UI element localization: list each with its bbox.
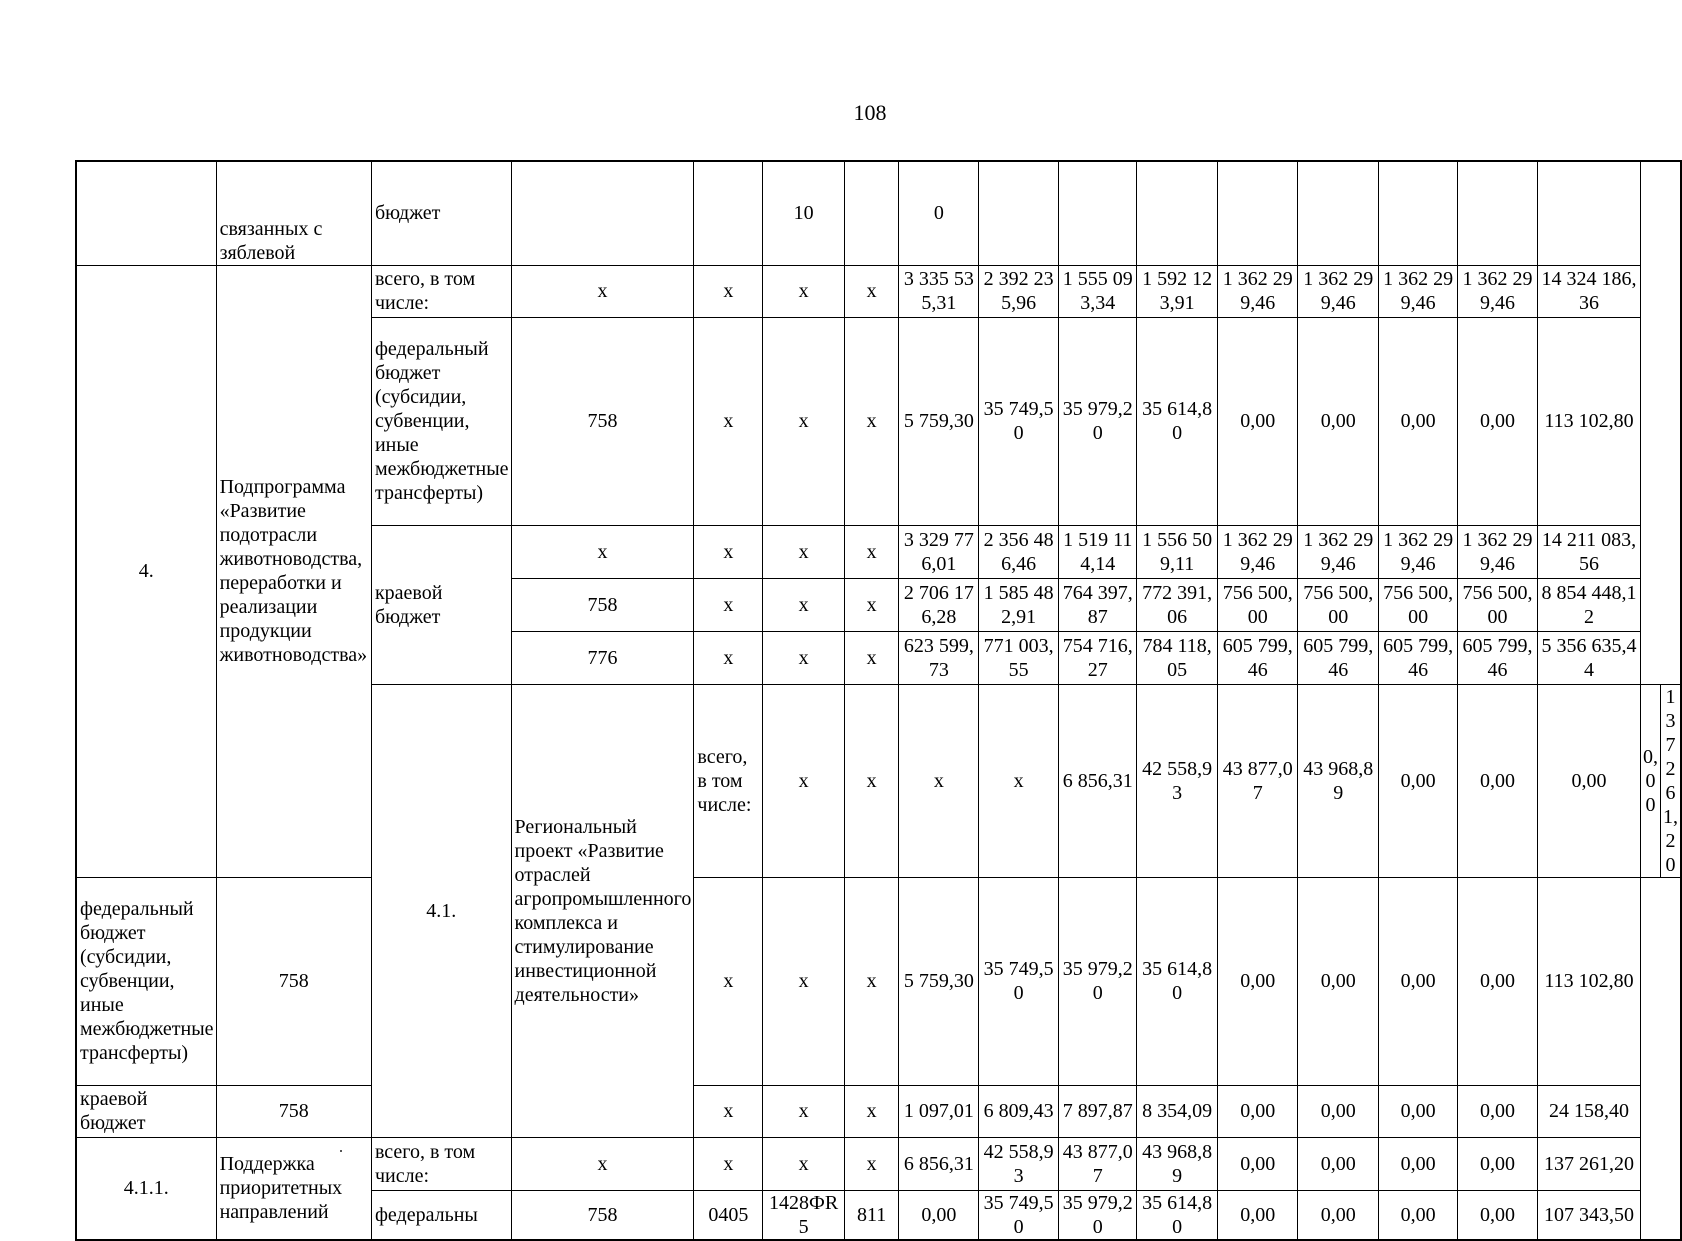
grbs-cell: 776	[511, 631, 694, 684]
vr-cell	[844, 161, 899, 265]
value-cell: 0,00	[1379, 1190, 1458, 1240]
rzpr-cell	[694, 161, 763, 265]
vr-cell: x	[844, 525, 899, 578]
value-cell: 1 362 299,46	[1458, 525, 1538, 578]
row-number-cell	[76, 161, 216, 265]
value-cell: 1 362 299,46	[1298, 525, 1379, 578]
vr-cell: x	[844, 1085, 899, 1137]
value-cell	[1217, 161, 1298, 265]
value-cell: 754 716,27	[1059, 631, 1137, 684]
value-cell: 43 877,07	[1059, 1137, 1137, 1190]
value-cell: 0,00	[1298, 1085, 1379, 1137]
grbs-cell: x	[511, 1137, 694, 1190]
value-cell: 5 759,30	[899, 317, 979, 525]
grbs-cell: x	[763, 684, 845, 877]
total-cell: 113 102,80	[1537, 317, 1640, 525]
value-cell: 771 003,55	[979, 631, 1059, 684]
value-cell: 605 799,46	[1217, 631, 1298, 684]
value-cell: 35 979,20	[1059, 1190, 1137, 1240]
total-cell: 137 261,20	[1537, 1137, 1640, 1190]
value-cell: 0,00	[1379, 1085, 1458, 1137]
value-cell: 623 599,73	[899, 631, 979, 684]
total-cell: 5 356 635,44	[1537, 631, 1640, 684]
table-row	[76, 1085, 1681, 1137]
measure-name-cell: Подпрограмма «Развитие подотрасли животноводства, переработки и реализации продукции животноводства»	[216, 265, 371, 877]
rzpr-cell: x	[694, 1085, 763, 1137]
value-cell: 0,00	[1458, 1137, 1538, 1190]
value-cell: 6 856,31	[899, 1137, 979, 1190]
value-cell: 1 519 114,14	[1059, 525, 1137, 578]
total-cell: 14 324 186,36	[1537, 265, 1640, 317]
row-number-cell: 4.1.1.	[76, 1137, 216, 1240]
value-cell: 0,00	[1217, 1085, 1298, 1137]
value-cell: 0,00	[1298, 1137, 1379, 1190]
value-cell: 1 556 509,11	[1137, 525, 1218, 578]
vr-cell: x	[844, 265, 899, 317]
value-cell: 2 706 176,28	[899, 578, 979, 631]
csr-cell: x	[763, 1085, 845, 1137]
value-cell: 0,00	[1458, 1085, 1538, 1137]
value-cell: 7 897,87	[1059, 1085, 1137, 1137]
value-cell: 0,00	[1379, 684, 1458, 877]
value-cell: 756 500,00	[1217, 578, 1298, 631]
value-cell: 35 614,80	[1137, 317, 1218, 525]
csr-cell: x	[763, 265, 845, 317]
value-cell: 764 397,87	[1059, 578, 1137, 631]
value-cell: 605 799,46	[1458, 631, 1538, 684]
budget-table	[75, 160, 1682, 1241]
source-cell: всего, в том числе:	[371, 265, 511, 317]
value-cell: 0,00	[1458, 684, 1538, 877]
value-cell: 3 329 776,01	[899, 525, 979, 578]
source-cell: федеральный бюджет (субсидии, субвенции, иные межбюджетные трансферты)	[371, 317, 511, 525]
vr-cell: x	[844, 1137, 899, 1190]
grbs-cell: 758	[216, 1085, 371, 1137]
grbs-cell: 758	[511, 317, 694, 525]
vr-cell: x	[844, 317, 899, 525]
scan-speck	[340, 1150, 342, 1152]
value-cell: 1 362 299,46	[1217, 265, 1298, 317]
vr-cell: 811	[844, 1190, 899, 1240]
grbs-cell: 758	[511, 578, 694, 631]
vr-cell: x	[844, 578, 899, 631]
value-cell: 0,00	[1537, 684, 1640, 877]
row-number-cell: 4.1.	[371, 684, 511, 1137]
value-cell: 42 558,93	[1137, 684, 1218, 877]
rzpr-cell: 0405	[694, 1190, 763, 1240]
csr-cell: 1428ФR5	[763, 1190, 845, 1240]
value-cell: 0,00	[1458, 877, 1538, 1085]
csr-cell: x	[899, 684, 979, 877]
source-cell: федеральный бюджет (субсидии, субвенции, иные межбюджетные трансферты)	[76, 877, 216, 1085]
value-cell: 6 856,31	[1059, 684, 1137, 877]
rzpr-cell: x	[694, 525, 763, 578]
value-cell: 1 097,01	[899, 1085, 979, 1137]
value-cell: 1 592 123,91	[1137, 265, 1218, 317]
value-cell: 1 362 299,46	[1379, 265, 1458, 317]
value-cell: 1 362 299,46	[1217, 525, 1298, 578]
table-row	[76, 161, 1681, 265]
value-cell: 0,00	[1458, 317, 1538, 525]
value-cell: 756 500,00	[1379, 578, 1458, 631]
value-cell: 1 362 299,46	[1458, 265, 1538, 317]
csr-cell: x	[763, 877, 845, 1085]
value-cell: 35 749,50	[979, 317, 1059, 525]
value-cell	[979, 161, 1059, 265]
total-cell: 113 102,80	[1537, 877, 1640, 1085]
csr-cell: x	[763, 317, 845, 525]
rzpr-cell: x	[694, 1137, 763, 1190]
value-cell: 35 749,50	[979, 877, 1059, 1085]
grbs-cell	[511, 161, 694, 265]
csr-cell: x	[763, 525, 845, 578]
measure-name-cell: Региональный проект «Развитие отраслей агропромышленного комплекса и стимулирование инвестиционной деятельности»	[511, 684, 694, 1137]
value-cell: 1 362 299,46	[1298, 265, 1379, 317]
value-cell: 0,00	[1641, 684, 1661, 877]
value-cell	[1059, 161, 1137, 265]
value-cell: 2 356 486,46	[979, 525, 1059, 578]
value-cell	[1379, 161, 1458, 265]
value-cell: 0	[899, 161, 979, 265]
total-cell	[1537, 161, 1640, 265]
csr-cell: x	[763, 631, 845, 684]
grbs-cell: x	[511, 525, 694, 578]
measure-name-cell: связанных с зяблевой	[216, 161, 371, 265]
page-number: 108	[853, 100, 887, 125]
value-cell: 0,00	[1217, 1137, 1298, 1190]
value-cell: 43 968,89	[1298, 684, 1379, 877]
total-cell: 107 343,50	[1537, 1190, 1640, 1240]
grbs-cell: 758	[511, 1190, 694, 1240]
source-cell: всего, в том числе:	[371, 1137, 511, 1190]
value-cell: 35 614,80	[1137, 877, 1218, 1085]
value-cell: 0,00	[1379, 877, 1458, 1085]
total-cell: 24 158,40	[1537, 1085, 1640, 1137]
value-cell	[1298, 161, 1379, 265]
value-cell: 35 749,50	[979, 1190, 1059, 1240]
value-cell: 0,00	[1217, 877, 1298, 1085]
value-cell	[1137, 161, 1218, 265]
csr-cell: x	[763, 578, 845, 631]
csr-cell: x	[763, 1137, 845, 1190]
value-cell: 3 335 535,31	[899, 265, 979, 317]
value-cell: 1 555 093,34	[1059, 265, 1137, 317]
value-cell: 784 118,05	[1137, 631, 1218, 684]
source-cell: краевой бюджет	[76, 1085, 216, 1137]
value-cell: 0,00	[1298, 317, 1379, 525]
value-cell: 43 968,89	[1137, 1137, 1218, 1190]
rzpr-cell: x	[694, 578, 763, 631]
value-cell: 0,00	[1379, 1137, 1458, 1190]
table-row	[76, 1137, 1681, 1190]
value-cell: 0,00	[1298, 1190, 1379, 1240]
vr-cell: x	[844, 877, 899, 1085]
value-cell	[1458, 161, 1538, 265]
value-cell: 1 362 299,46	[1379, 525, 1458, 578]
source-cell: федеральны	[371, 1190, 511, 1240]
value-cell: 43 877,07	[1217, 684, 1298, 877]
row-number-cell: 4.	[76, 265, 216, 877]
value-cell: 1 585 482,91	[979, 578, 1059, 631]
rzpr-cell: x	[694, 631, 763, 684]
total-cell: 137 261,20	[1661, 684, 1682, 877]
rzpr-cell: x	[694, 265, 763, 317]
value-cell: 5 759,30	[899, 877, 979, 1085]
value-cell: 8 354,09	[1137, 1085, 1218, 1137]
value-cell: 756 500,00	[1298, 578, 1379, 631]
rzpr-cell: x	[844, 684, 899, 877]
value-cell: 35 614,80	[1137, 1190, 1218, 1240]
value-cell: 756 500,00	[1458, 578, 1538, 631]
source-cell: краевой бюджет	[371, 525, 511, 684]
value-cell: 605 799,46	[1379, 631, 1458, 684]
value-cell: 35 979,20	[1059, 317, 1137, 525]
grbs-cell: 758	[216, 877, 371, 1085]
value-cell: 0,00	[1217, 1190, 1298, 1240]
rzpr-cell: x	[694, 317, 763, 525]
value-cell: 0,00	[1458, 1190, 1538, 1240]
total-cell: 8 854 448,12	[1537, 578, 1640, 631]
value-cell: 2 392 235,96	[979, 265, 1059, 317]
csr-cell: 10	[763, 161, 845, 265]
value-cell: 605 799,46	[1298, 631, 1379, 684]
source-cell: бюджет	[371, 161, 511, 265]
table-row	[76, 265, 1681, 317]
rzpr-cell: x	[694, 877, 763, 1085]
grbs-cell: x	[511, 265, 694, 317]
value-cell: 0,00	[1217, 317, 1298, 525]
value-cell: 6 809,43	[979, 1085, 1059, 1137]
value-cell: 0,00	[1298, 877, 1379, 1085]
value-cell: 0,00	[1379, 317, 1458, 525]
measure-name-cell: Поддержка приоритетных направлений	[216, 1137, 371, 1240]
vr-cell: x	[844, 631, 899, 684]
value-cell: 42 558,93	[979, 1137, 1059, 1190]
value-cell: 0,00	[899, 1190, 979, 1240]
value-cell: 772 391,06	[1137, 578, 1218, 631]
total-cell: 14 211 083,56	[1537, 525, 1640, 578]
source-cell: всего, в том числе:	[694, 684, 763, 877]
value-cell: 35 979,20	[1059, 877, 1137, 1085]
vr-cell: x	[979, 684, 1059, 877]
table-row	[76, 877, 1681, 1085]
